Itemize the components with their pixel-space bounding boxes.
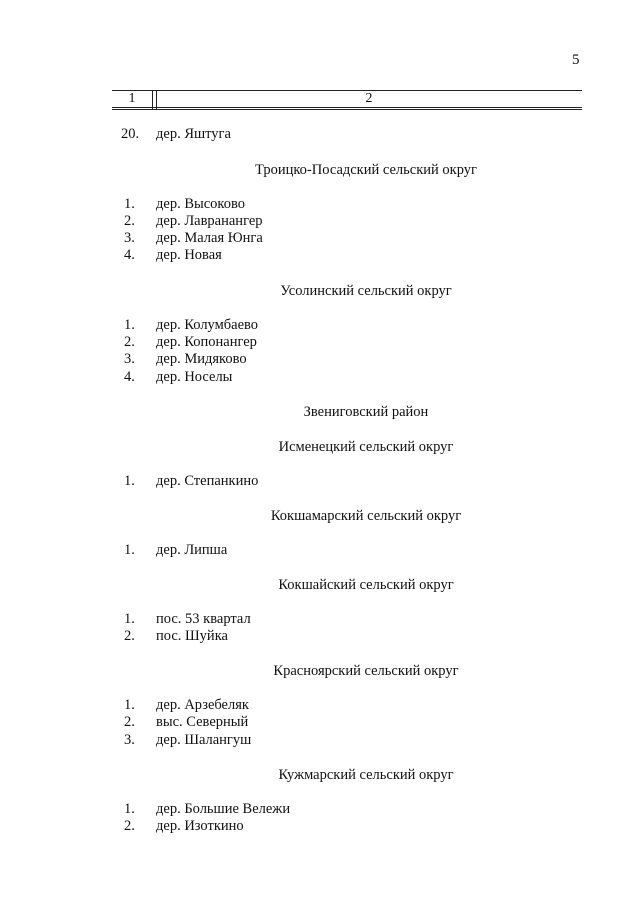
list-item-number: 1. — [124, 801, 135, 817]
list-item-number: 3. — [124, 230, 135, 246]
list-item-number: 2. — [124, 334, 135, 350]
list-item-number: 1. — [124, 317, 135, 333]
list-item-number: 3. — [124, 351, 135, 367]
list-item-text: дер. Липша — [156, 542, 228, 558]
table-rule-bottom-double — [112, 109, 582, 110]
section-heading: Кужмарский сельский округ — [278, 767, 454, 783]
section-heading: Исменецкий сельский округ — [278, 439, 454, 455]
list-item-text: дер. Малая Юнга — [156, 230, 263, 246]
list-item-number: 1. — [124, 697, 135, 713]
table-header-col1: 1 — [128, 91, 136, 106]
list-item-number: 3. — [124, 732, 135, 748]
section-heading: Кокшайский сельский округ — [278, 577, 454, 593]
list-item-number: 2. — [124, 213, 135, 229]
section-heading: Усолинский сельский округ — [280, 283, 452, 299]
list-item-text: дер. Высоково — [156, 196, 245, 212]
list-item-text: дер. Новая — [156, 247, 222, 263]
list-item-text: дер. Мидяково — [156, 351, 247, 367]
list-item-number: 1. — [124, 542, 135, 558]
district-heading: Звениговский район — [303, 404, 429, 420]
list-item-number: 2. — [124, 714, 135, 730]
list-item-text: дер. Лавранангер — [156, 213, 263, 229]
list-item-number: 4. — [124, 247, 135, 263]
list-item-text: дер. Арзебеляк — [156, 697, 249, 713]
list-item-text: пос. 53 квартал — [156, 611, 251, 627]
table-header — [112, 90, 582, 109]
list-item-number: 2. — [124, 818, 135, 834]
list-item-number: 1. — [124, 611, 135, 627]
list-item-number: 4. — [124, 369, 135, 385]
list-item-number: 20. — [121, 126, 140, 142]
list-item-text: дер. Шалангуш — [156, 732, 252, 748]
list-item-text: дер. Носелы — [156, 369, 233, 385]
list-item-text: выс. Северный — [156, 714, 249, 730]
section-heading: Троицко-Посадский сельский округ — [255, 162, 477, 178]
list-item-text: дер. Степанкино — [156, 473, 259, 489]
list-item-text: дер. Колумбаево — [156, 317, 259, 333]
list-item-number: 1. — [124, 196, 135, 212]
list-item-number: 1. — [124, 473, 135, 489]
page-number: 5 — [572, 52, 580, 68]
list-item-text: дер. Изоткино — [156, 818, 244, 834]
list-item-text: пос. Шуйка — [156, 628, 228, 644]
table-header-col2: 2 — [365, 91, 373, 106]
list-item-text: дер. Яштуга — [156, 126, 231, 142]
list-item-text: дер. Копонангер — [156, 334, 257, 350]
list-item-text: дер. Большие Вележи — [156, 801, 291, 817]
table-column-divider — [152, 90, 153, 109]
section-heading: Красноярский сельский округ — [273, 663, 459, 679]
list-item-number: 2. — [124, 628, 135, 644]
section-heading: Кокшамарский сельский округ — [270, 508, 462, 524]
table-rule-bottom — [112, 107, 582, 108]
